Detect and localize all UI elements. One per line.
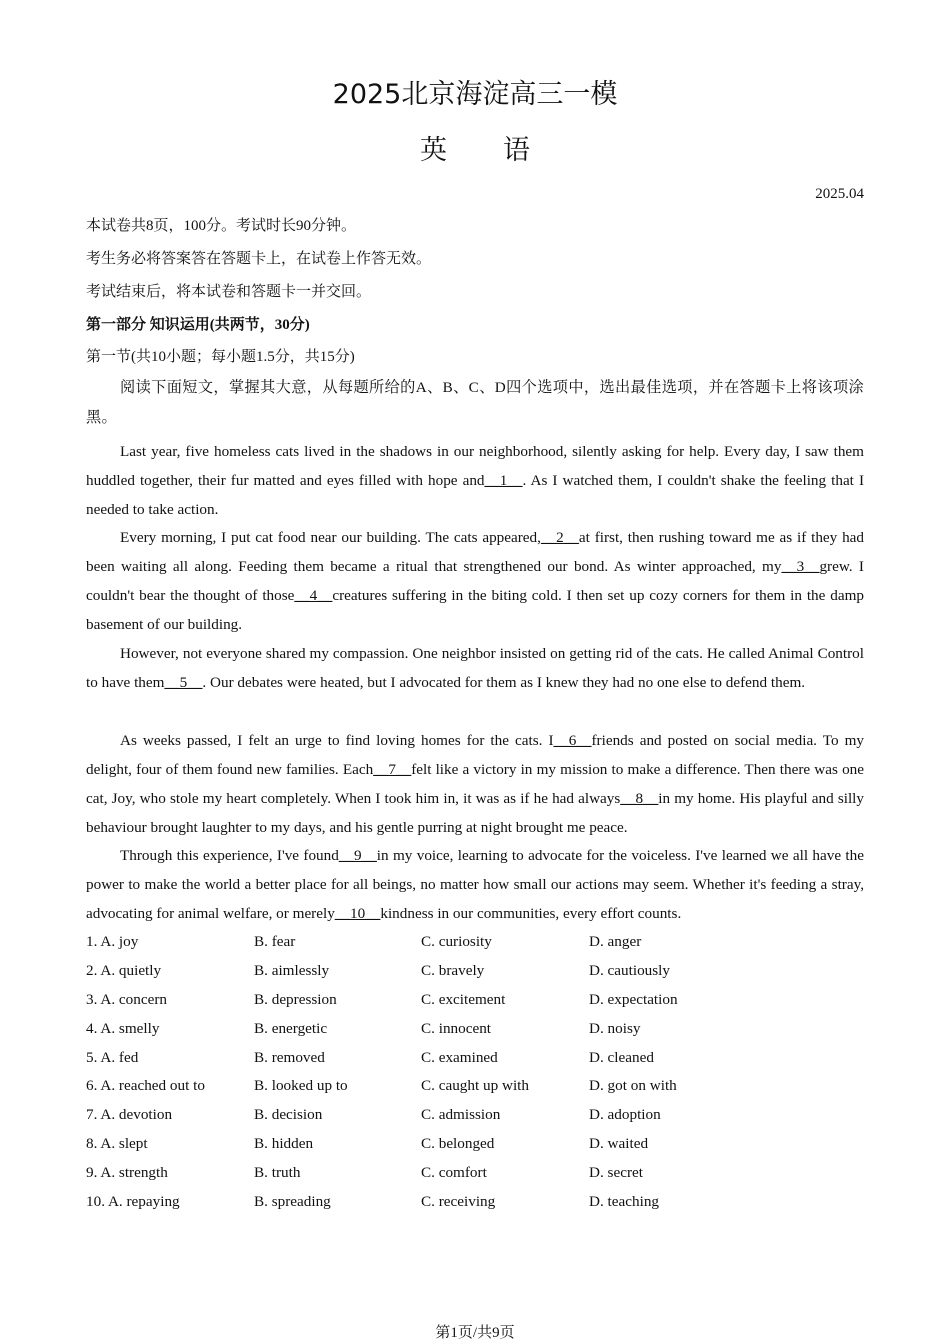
blank-9: __9__ — [338, 847, 377, 864]
option-b: B. removed — [254, 1048, 325, 1066]
option-row — [86, 1073, 864, 1102]
section-heading: 第一节(共10小题；每小题1.5分，共15分) — [86, 349, 355, 365]
option-b: B. fear — [254, 933, 296, 950]
option-a: 4. A. smelly — [86, 1019, 160, 1037]
option-b: B. decision — [254, 1106, 323, 1124]
passage-paragraph-2: Every morning, I put cat food near our building. The cats appeared,__2__at first, then rushing toward me as if they had been waiting all along. Feeding them became a ritual that strengthened our bond. As winter approached, my__3__grew. I couldn't bear the thought of those__4__creatures suffering in the biting cold. I then set up cozy corners for them in the damp basement of our building. — [86, 529, 864, 633]
option-b: B. aimlessly — [254, 961, 330, 979]
option-c: C. caught up with — [421, 1077, 529, 1095]
instruction-line: 本试卷共8页，100分。考试时长90分钟。 — [86, 218, 357, 234]
option-row — [86, 987, 864, 1016]
option-d: D. waited — [589, 1135, 649, 1153]
instruction-line: 考生务必将答案答在答题卡上，在试卷上作答无效。 — [86, 251, 432, 267]
option-d: D. noisy — [589, 1019, 641, 1037]
passage-paragraph-5: Through this experience, I've found__9__in my voice, learning to advocate for the voiceless. I've learned we all have the power to make the world a better place for all beings, no matter how small our actions may seem. Whether it's feeding a stray, advocating for animal welfare, or merely__10__kindness in our communities, every effort counts. — [86, 847, 864, 922]
blank-10: __10__ — [334, 905, 381, 922]
option-row — [86, 958, 864, 987]
exam-date: 2025.04 — [815, 186, 864, 202]
options-table — [86, 929, 864, 1218]
option-d: D. secret — [589, 1164, 643, 1182]
option-a: 10. A. repaying — [86, 1193, 180, 1211]
option-d: D. expectation — [589, 990, 678, 1008]
option-a: 3. A. concern — [86, 990, 167, 1008]
option-c: C. comfort — [421, 1164, 487, 1182]
option-d: D. cautiously — [589, 961, 670, 979]
option-row — [86, 1045, 864, 1074]
option-a: 5. A. fed — [86, 1048, 139, 1066]
blank-5: __5__ — [164, 674, 203, 691]
option-row — [86, 929, 864, 958]
option-c: C. belonged — [421, 1135, 495, 1153]
option-row — [86, 1131, 864, 1160]
option-row — [86, 1189, 864, 1218]
passage-paragraph-1: Last year, five homeless cats lived in the shadows in our neighborhood, silently asking for help. Every day, I saw them huddled together, their fur matted and eyes filled with hope and__1__. As I watched them, I couldn't shake the feeling that I needed to take action. — [86, 443, 864, 518]
option-c: C. bravely — [421, 961, 485, 979]
blank-7: __7__ — [373, 761, 412, 778]
option-a: 1. A. joy — [86, 933, 139, 950]
subject-title — [0, 128, 950, 167]
option-d: D. adoption — [589, 1106, 661, 1124]
blank-8: __8__ — [620, 790, 659, 807]
option-c: C. examined — [421, 1048, 498, 1066]
option-a: 6. A. reached out to — [86, 1077, 205, 1095]
option-d: D. anger — [589, 933, 642, 950]
instruction-line: 考试结束后，将本试卷和答题卡一并交回。 — [86, 284, 372, 300]
option-d: D. teaching — [589, 1193, 660, 1211]
subject-char-2: 语 — [503, 135, 530, 166]
option-b: B. energetic — [254, 1019, 328, 1037]
exam-title: 2025北京海淀高三一模 — [332, 79, 618, 110]
option-b: B. depression — [254, 990, 337, 1008]
blank-6: __6__ — [553, 732, 592, 749]
option-d: D. cleaned — [589, 1048, 654, 1066]
option-a: 8. A. slept — [86, 1135, 148, 1153]
subject-char-1: 英 — [420, 135, 447, 166]
option-a: 9. A. strength — [86, 1164, 168, 1182]
page-footer: 第1页/共9页 — [435, 1325, 515, 1341]
blank-3: __3__ — [781, 558, 820, 575]
option-row — [86, 1160, 864, 1189]
option-c: C. admission — [421, 1106, 501, 1124]
option-b: B. hidden — [254, 1135, 314, 1153]
option-b: B. spreading — [254, 1193, 331, 1211]
option-row — [86, 1102, 864, 1131]
part-heading: 第一部分 知识运用(共两节，30分) — [86, 317, 310, 333]
blank-4: __4__ — [294, 587, 333, 604]
passage-paragraph-3: However, not everyone shared my compassion. One neighbor insisted on getting rid of the cats. He called Animal Control to have them__5__. Our debates were heated, but I advocated for them as I knew they had no one else to defend them. — [86, 645, 864, 691]
option-b: B. looked up to — [254, 1077, 348, 1095]
blank-2: __2__ — [540, 529, 579, 546]
directions: 阅读下面短文，掌握其大意，从每题所给的A、B、C、D四个选项中，选出最佳选项，并在答题卡上将该项涂黑。 — [86, 379, 864, 426]
passage-paragraph-4: As weeks passed, I felt an urge to find loving homes for the cats. I__6__friends and posted on social media. To my delight, four of them found new families. Each__7__felt like a victory in my mission to make a difference. Then there was one cat, Joy, who stole my heart completely. When I took him in, it was as if he had always__8__in my home. His playful and silly behaviour brought laughter to my days, and his gentle purring at night brought me peace. — [86, 732, 865, 836]
option-c: C. curiosity — [421, 933, 492, 950]
option-d: D. got on with — [589, 1077, 677, 1095]
option-row — [86, 1016, 864, 1045]
blank-1: __1__ — [484, 472, 523, 489]
option-a: 7. A. devotion — [86, 1106, 173, 1124]
option-b: B. truth — [254, 1164, 301, 1182]
option-c: C. excitement — [421, 990, 506, 1008]
option-c: C. receiving — [421, 1193, 496, 1211]
option-c: C. innocent — [421, 1019, 492, 1037]
option-a: 2. A. quietly — [86, 961, 162, 979]
